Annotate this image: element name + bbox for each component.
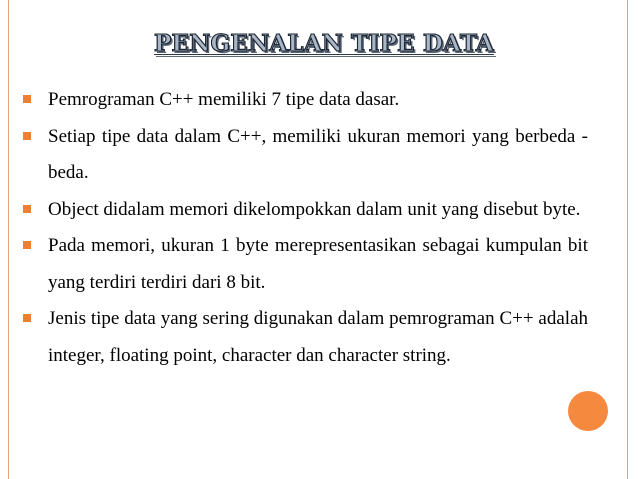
bullet-text: Jenis tipe data yang sering digunakan dalam pemrograman C++ adalah integer, floating point, character dan character string. — [48, 308, 588, 366]
bullet-text: Object didalam memori dikelompokkan dalam unit yang disebut byte. — [48, 198, 581, 220]
bullet-list — [22, 82, 588, 374]
bullet-text: Setiap tipe data dalam C++, memiliki ukuran memori yang berbeda - beda. — [48, 125, 588, 183]
bullet-item — [22, 119, 588, 192]
decorative-circle — [568, 391, 608, 431]
bullet-item — [22, 82, 588, 119]
square-bullet-icon — [23, 132, 31, 140]
square-bullet-icon — [23, 241, 31, 249]
bullet-item — [22, 192, 588, 229]
left-border-line — [8, 0, 9, 479]
slide-title: PENGENALAN TIPE DATA — [154, 30, 494, 57]
square-bullet-icon — [23, 95, 31, 103]
bullet-item — [22, 228, 588, 301]
square-bullet-icon — [23, 314, 31, 322]
bullet-text: Pada memori, ukuran 1 byte merepresentasikan sebagai kumpulan bit yang terdiri terdiri dari 8 bit. — [48, 235, 588, 293]
bullet-item — [22, 301, 588, 374]
right-border-line — [627, 0, 628, 479]
bullet-text: Pemrograman C++ memiliki 7 tipe data dasar. — [48, 89, 400, 110]
square-bullet-icon — [23, 205, 31, 213]
